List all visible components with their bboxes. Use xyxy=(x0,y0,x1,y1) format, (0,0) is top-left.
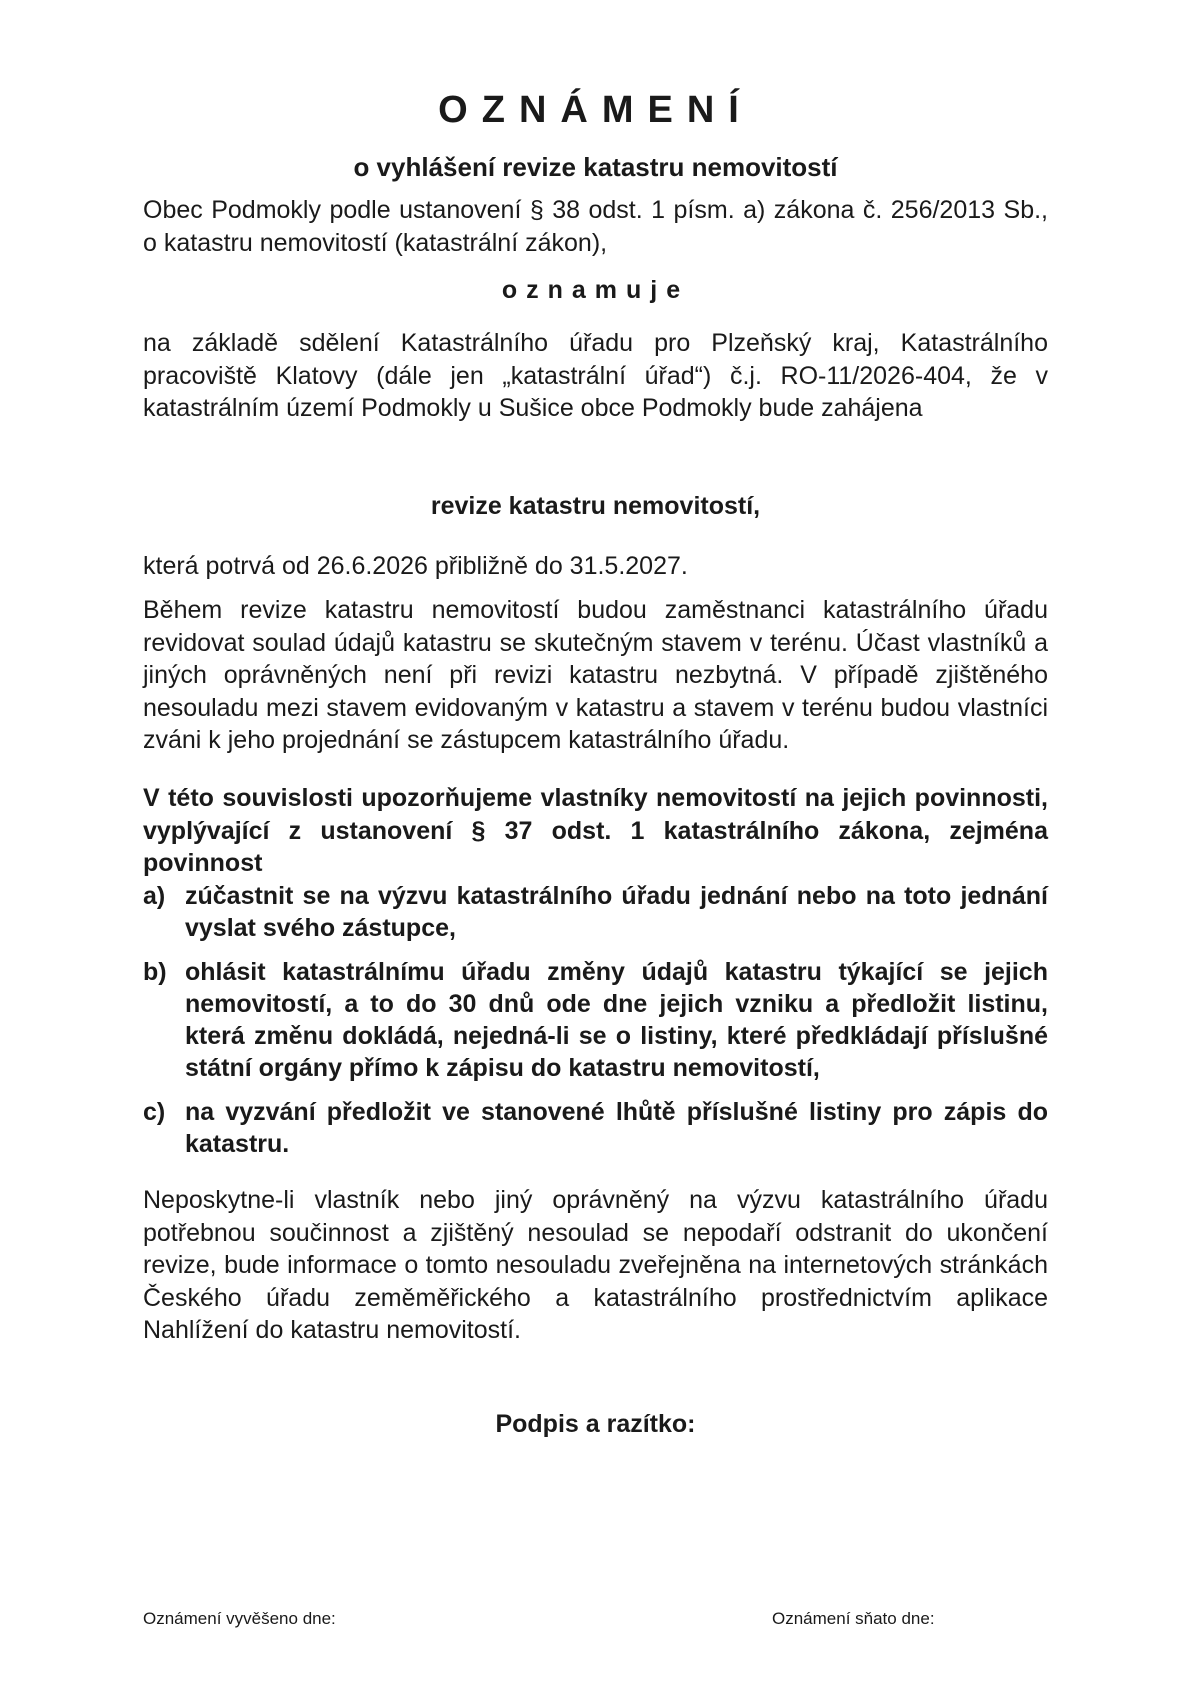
list-marker: a) xyxy=(143,882,166,910)
list-text: zúčastnit se na výzvu katastrálního úřadu jednání nebo na toto jednání vyslat svého zástupce, xyxy=(185,882,1048,942)
announces-heading: oznamuje xyxy=(501,276,690,304)
posted-date-label: Oznámení vyvěšeno dne: xyxy=(143,1609,336,1628)
during-paragraph: Během revize katastru nemovitostí budou zaměstnanci katastrálního úřadu revidovat soulad údajů katastru se skutečným stavem v terénu. Účast vlastníků a jiných oprávněných není při revizi katastru nezbytná. V případě zjištěného nesouladu mezi stavem evidovaným v katastru a stavem v terénu budou vlastníci zváni k jeho projednání se zástupcem katastrálního úřadu. xyxy=(143,596,1048,754)
warning-paragraph: V této souvislosti upozorňujeme vlastníky nemovitostí na jejich povinnosti, vyplývající z ustanovení § 37 odst. 1 katastrálního zákona, zejména povinnost xyxy=(143,784,1048,877)
list-item xyxy=(143,1096,1048,1160)
basis-paragraph: na základě sdělení Katastrálního úřadu pro Plzeňský kraj, Katastrálního pracoviště Klatovy (dále jen „katastrální úřad“) č.j. RO-11/2026-404, že v katastrálním území Podmokly u Sušice obce Podmokly bude zahájena xyxy=(143,329,1048,422)
document-title: OZNÁMENÍ xyxy=(438,89,753,131)
obligations-list xyxy=(143,880,1048,1172)
list-marker: b) xyxy=(143,958,167,986)
consequence-paragraph: Neposkytne-li vlastník nebo jiný oprávněný na výzvu katastrálního úřadu potřebnou součinnost a zjištěný nesoulad se nepodaří odstranit do ukončení revize, bude informace o tomto nesouladu zveřejněna na internetových stránkách Českého úřadu zeměměřického a katastrálního prostřednictvím aplikace Nahlížení do katastru nemovitostí. xyxy=(143,1186,1048,1344)
list-text: ohlásit katastrálnímu úřadu změny údajů katastru týkající se jejich nemovitostí, a to do 30 dnů ode dne jejich vzniku a předložit listinu, která změnu dokládá, nejedná-li se o listiny, které předkládají příslušné státní orgány přímo k zápisu do katastru nemovitostí, xyxy=(185,958,1048,1082)
duration-paragraph: která potrvá od 26.6.2026 přibližně do 31.5.2027. xyxy=(143,552,688,580)
list-text: na vyzvání předložit ve stanovené lhůtě příslušné listiny pro zápis do katastru. xyxy=(185,1098,1048,1158)
document-subtitle: o vyhlášení revize katastru nemovitostí xyxy=(353,152,838,182)
signature-label: Podpis a razítko: xyxy=(495,1410,696,1438)
revision-heading: revize katastru nemovitostí, xyxy=(430,492,761,520)
list-marker: c) xyxy=(143,1098,166,1126)
intro-paragraph: Obec Podmokly podle ustanovení § 38 odst. 1 písm. a) zákona č. 256/2013 Sb., o katastru nemovitostí (katastrální zákon), xyxy=(143,196,1048,257)
list-item xyxy=(143,880,1048,944)
list-item xyxy=(143,956,1048,1084)
removed-date-label: Oznámení sňato dne: xyxy=(772,1609,935,1628)
